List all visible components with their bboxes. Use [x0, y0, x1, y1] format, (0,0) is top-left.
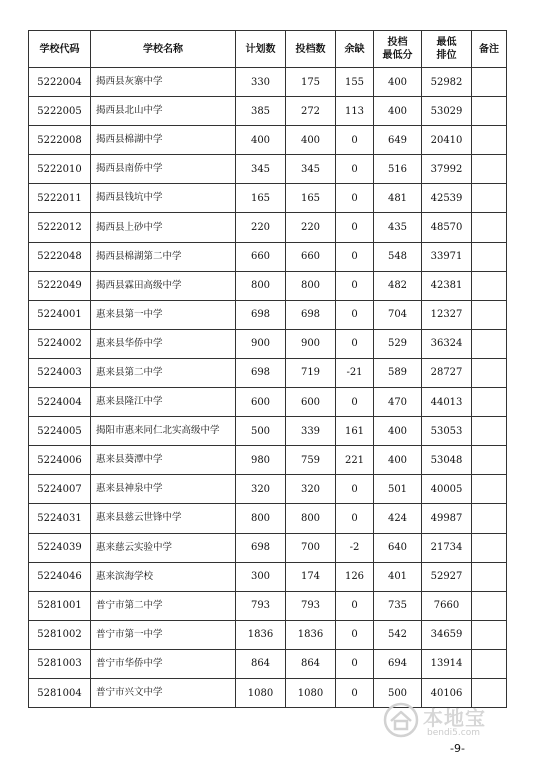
table-cell: 694: [374, 649, 422, 678]
school-name-cell: 普宁市华侨中学: [91, 649, 236, 678]
table-cell: 482: [374, 271, 422, 300]
table-cell: 5222048: [29, 242, 91, 271]
table-cell: 0: [336, 620, 374, 649]
table-cell: 221: [336, 446, 374, 475]
table-cell: 5222049: [29, 271, 91, 300]
school-name-cell: 揭西县棉湖第二中学: [91, 242, 236, 271]
school-name-cell: 惠来县第一中学: [91, 300, 236, 329]
table-cell: 113: [336, 97, 374, 126]
table-cell: 5224001: [29, 300, 91, 329]
table-cell: 793: [236, 591, 286, 620]
table-cell: 28727: [422, 358, 472, 387]
table-cell: [472, 504, 507, 533]
table-row: [29, 417, 507, 446]
table-cell: 698: [286, 300, 336, 329]
table-cell: 980: [236, 446, 286, 475]
table-row: [29, 300, 507, 329]
table-cell: 126: [336, 562, 374, 591]
table-cell: 40106: [422, 678, 472, 707]
table-cell: 401: [374, 562, 422, 591]
table-cell: 48570: [422, 213, 472, 242]
column-header: 余缺: [336, 31, 374, 68]
table-row: [29, 242, 507, 271]
school-name-cell: 惠来县慈云世锋中学: [91, 504, 236, 533]
table-cell: 400: [374, 68, 422, 97]
table-row: [29, 562, 507, 591]
table-cell: 660: [236, 242, 286, 271]
table-cell: -21: [336, 358, 374, 387]
table-cell: 660: [286, 242, 336, 271]
table-cell: 1080: [286, 678, 336, 707]
table-body: [29, 68, 507, 708]
table-cell: 900: [236, 329, 286, 358]
table-cell: 5224031: [29, 504, 91, 533]
table-cell: 5281003: [29, 649, 91, 678]
school-name-cell: 普宁市第二中学: [91, 591, 236, 620]
table-cell: 5222010: [29, 155, 91, 184]
table-row: [29, 649, 507, 678]
table-cell: [472, 649, 507, 678]
table-cell: [472, 446, 507, 475]
table-cell: 548: [374, 242, 422, 271]
table-cell: 5281001: [29, 591, 91, 620]
table-cell: 600: [236, 388, 286, 417]
table-cell: 800: [236, 504, 286, 533]
column-header: 投档数: [286, 31, 336, 68]
table-cell: 0: [336, 242, 374, 271]
table-cell: [472, 300, 507, 329]
table-cell: 759: [286, 446, 336, 475]
table-cell: 900: [286, 329, 336, 358]
table-header: [29, 31, 507, 68]
table-cell: 5222011: [29, 184, 91, 213]
admissions-table: [28, 30, 507, 708]
table-cell: 7660: [422, 591, 472, 620]
school-name-cell: 揭西县霖田高级中学: [91, 271, 236, 300]
school-name-cell: 普宁市兴文中学: [91, 678, 236, 707]
table-cell: 53029: [422, 97, 472, 126]
table-row: [29, 126, 507, 155]
table-cell: 300: [236, 562, 286, 591]
table-cell: 5222005: [29, 97, 91, 126]
watermark-domain: bendi5.com: [427, 728, 480, 738]
table-row: [29, 271, 507, 300]
table-cell: [472, 242, 507, 271]
table-cell: 5224006: [29, 446, 91, 475]
table-cell: 165: [236, 184, 286, 213]
table-cell: [472, 97, 507, 126]
table-cell: 12327: [422, 300, 472, 329]
table-row: [29, 155, 507, 184]
table-cell: 5222012: [29, 213, 91, 242]
table-cell: 320: [236, 475, 286, 504]
table-cell: [472, 329, 507, 358]
table-cell: 0: [336, 300, 374, 329]
table-cell: [472, 68, 507, 97]
table-cell: 864: [286, 649, 336, 678]
table-cell: 0: [336, 475, 374, 504]
table-cell: 5224039: [29, 533, 91, 562]
table-cell: 0: [336, 184, 374, 213]
table-cell: 165: [286, 184, 336, 213]
table-cell: 400: [374, 97, 422, 126]
table-cell: 0: [336, 678, 374, 707]
header-row: [29, 31, 507, 68]
table-cell: 0: [336, 213, 374, 242]
table-cell: 220: [236, 213, 286, 242]
table-cell: 0: [336, 591, 374, 620]
table-cell: 44013: [422, 388, 472, 417]
column-header: 备注: [472, 31, 507, 68]
table-row: [29, 184, 507, 213]
table-cell: 53053: [422, 417, 472, 446]
table-cell: 542: [374, 620, 422, 649]
table-cell: 5281004: [29, 678, 91, 707]
school-name-cell: 惠来慈云实验中学: [91, 533, 236, 562]
table-cell: 500: [374, 678, 422, 707]
table-cell: 5224046: [29, 562, 91, 591]
table-cell: 0: [336, 504, 374, 533]
table-row: [29, 358, 507, 387]
table-cell: 174: [286, 562, 336, 591]
table-cell: 5224004: [29, 388, 91, 417]
table-cell: 345: [286, 155, 336, 184]
column-header: 投档 最低分: [374, 31, 422, 68]
table-cell: 400: [374, 417, 422, 446]
table-cell: 500: [236, 417, 286, 446]
column-header: 计划数: [236, 31, 286, 68]
school-name-cell: 惠来县华侨中学: [91, 329, 236, 358]
table-cell: 53048: [422, 446, 472, 475]
table-cell: 589: [374, 358, 422, 387]
table-cell: 424: [374, 504, 422, 533]
watermark-brand: 本地宝: [423, 706, 486, 730]
column-header: 学校代码: [29, 31, 91, 68]
school-name-cell: 惠来县隆江中学: [91, 388, 236, 417]
table-cell: [472, 475, 507, 504]
table-cell: 0: [336, 649, 374, 678]
table-cell: 719: [286, 358, 336, 387]
table-cell: 470: [374, 388, 422, 417]
table-cell: 40005: [422, 475, 472, 504]
table-row: [29, 213, 507, 242]
table-cell: 400: [286, 126, 336, 155]
table-cell: 161: [336, 417, 374, 446]
table-cell: 37992: [422, 155, 472, 184]
table-cell: 339: [286, 417, 336, 446]
table-cell: [472, 388, 507, 417]
table-cell: 793: [286, 591, 336, 620]
table-cell: 0: [336, 155, 374, 184]
table-cell: [472, 155, 507, 184]
table-cell: 34659: [422, 620, 472, 649]
table-cell: 529: [374, 329, 422, 358]
table-cell: 52982: [422, 68, 472, 97]
table-row: [29, 591, 507, 620]
table-cell: 864: [236, 649, 286, 678]
column-header: 学校名称: [91, 31, 236, 68]
table-cell: 600: [286, 388, 336, 417]
table-cell: 330: [236, 68, 286, 97]
column-header: 最低 排位: [422, 31, 472, 68]
table-cell: 0: [336, 126, 374, 155]
school-name-cell: 揭西县北山中学: [91, 97, 236, 126]
table-cell: [472, 620, 507, 649]
table-cell: 33971: [422, 242, 472, 271]
table-cell: 435: [374, 213, 422, 242]
table-row: [29, 329, 507, 358]
table-cell: 175: [286, 68, 336, 97]
table-cell: 481: [374, 184, 422, 213]
table-cell: 400: [374, 446, 422, 475]
watermark: [383, 700, 513, 744]
table-cell: 42381: [422, 271, 472, 300]
table-cell: 42539: [422, 184, 472, 213]
house-logo-icon: [383, 702, 419, 738]
school-name-cell: 揭阳市惠来同仁北实高级中学: [91, 417, 236, 446]
table-cell: 5224002: [29, 329, 91, 358]
school-name-cell: 普宁市第一中学: [91, 620, 236, 649]
table-cell: 272: [286, 97, 336, 126]
table-cell: 501: [374, 475, 422, 504]
table-cell: 5281002: [29, 620, 91, 649]
table-row: [29, 446, 507, 475]
school-name-cell: 揭西县棉湖中学: [91, 126, 236, 155]
table-cell: 21734: [422, 533, 472, 562]
table-cell: [472, 126, 507, 155]
table-cell: 1836: [286, 620, 336, 649]
table-cell: 5222008: [29, 126, 91, 155]
table-cell: 155: [336, 68, 374, 97]
table-cell: 700: [286, 533, 336, 562]
table-cell: 698: [236, 358, 286, 387]
table-cell: [472, 271, 507, 300]
table-row: [29, 504, 507, 533]
school-name-cell: 惠来县第二中学: [91, 358, 236, 387]
school-name-cell: 揭西县钱坑中学: [91, 184, 236, 213]
table-cell: [472, 591, 507, 620]
table-cell: 345: [236, 155, 286, 184]
table-row: [29, 620, 507, 649]
table-cell: 0: [336, 271, 374, 300]
table-cell: 735: [374, 591, 422, 620]
table-row: [29, 533, 507, 562]
page-number: -9-: [450, 742, 465, 755]
table-cell: [472, 358, 507, 387]
school-name-cell: 揭西县上砂中学: [91, 213, 236, 242]
table-row: [29, 475, 507, 504]
school-name-cell: 惠来县神泉中学: [91, 475, 236, 504]
table-row: [29, 97, 507, 126]
table-cell: 52927: [422, 562, 472, 591]
school-name-cell: 惠来滨海学校: [91, 562, 236, 591]
table-cell: 320: [286, 475, 336, 504]
table-cell: 36324: [422, 329, 472, 358]
table-cell: 220: [286, 213, 336, 242]
table-cell: [472, 184, 507, 213]
table-row: [29, 68, 507, 97]
table-row: [29, 388, 507, 417]
table-cell: 1836: [236, 620, 286, 649]
table-cell: 0: [336, 329, 374, 358]
table-cell: 0: [336, 388, 374, 417]
table-cell: 516: [374, 155, 422, 184]
table-cell: 640: [374, 533, 422, 562]
table-cell: 385: [236, 97, 286, 126]
table-cell: [472, 562, 507, 591]
table-cell: 704: [374, 300, 422, 329]
table-cell: 49987: [422, 504, 472, 533]
table-cell: 800: [286, 504, 336, 533]
table-cell: 698: [236, 533, 286, 562]
table-cell: [472, 213, 507, 242]
table-cell: 5224007: [29, 475, 91, 504]
school-name-cell: 惠来县葵潭中学: [91, 446, 236, 475]
table-cell: 5224005: [29, 417, 91, 446]
table-cell: 5222004: [29, 68, 91, 97]
table-cell: [472, 533, 507, 562]
table-cell: 800: [236, 271, 286, 300]
table-cell: 13914: [422, 649, 472, 678]
table-cell: 800: [286, 271, 336, 300]
table-cell: 1080: [236, 678, 286, 707]
school-name-cell: 揭西县灰寨中学: [91, 68, 236, 97]
table-cell: 649: [374, 126, 422, 155]
table-cell: 5224003: [29, 358, 91, 387]
table-cell: 400: [236, 126, 286, 155]
school-name-cell: 揭西县南侨中学: [91, 155, 236, 184]
table-cell: 20410: [422, 126, 472, 155]
table-cell: [472, 417, 507, 446]
table-cell: 698: [236, 300, 286, 329]
table-cell: -2: [336, 533, 374, 562]
